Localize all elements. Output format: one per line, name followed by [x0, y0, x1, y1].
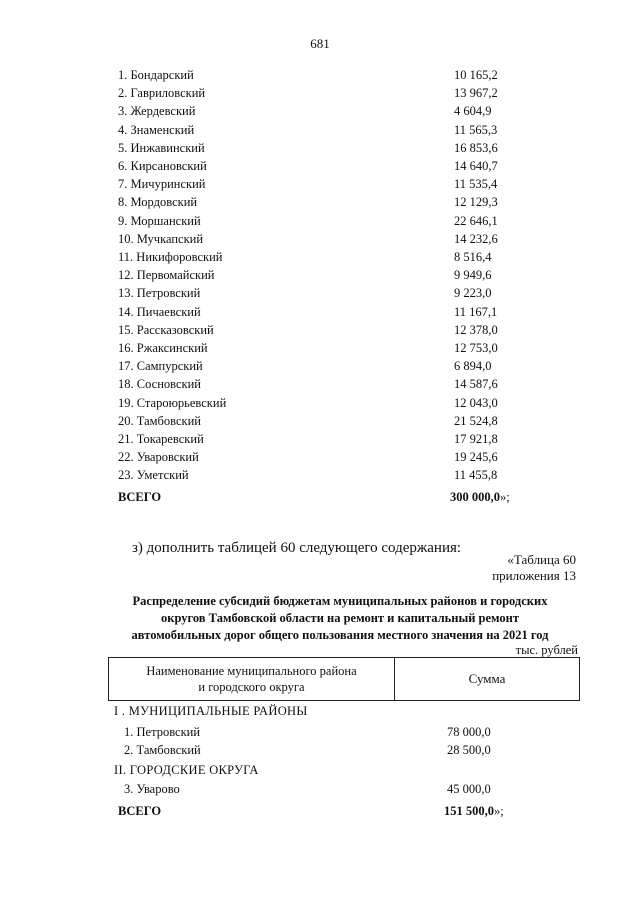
district-value: 14 232,6 [454, 231, 498, 246]
district-name: 11. Никифоровский [118, 250, 223, 264]
district-name: 21. Токаревский [118, 432, 204, 446]
district-row [118, 414, 538, 432]
district-value: 9 949,6 [454, 268, 492, 283]
section-city-districts: II. ГОРОДСКИЕ ОКРУГА [114, 763, 259, 777]
district-total-value: 300 000,0»; [450, 490, 510, 504]
district-value: 11 455,8 [454, 468, 498, 483]
district-value: 4 604,9 [454, 104, 492, 119]
district-name: 9. Моршанский [118, 213, 201, 228]
table-total-value: 151 500,0»; [444, 804, 504, 818]
district-value: 11 565,3 [454, 122, 498, 137]
amendment-paragraph: з) дополнить таблицей 60 следующего содержания: [132, 540, 462, 556]
district-name: 1. Бондарский [118, 68, 194, 82]
district-name: 6. Кирсановский [118, 159, 207, 173]
district-value: 12 043,0 [454, 395, 498, 410]
table-title: Распределение субсидий бюджетам муниципальных районов и городских округов Тамбовской области на ремонт и капитальный ремонт автомобильных дорог общего пользования местного значения на 2021 год [131, 594, 549, 642]
district-name: 20. Тамбовский [118, 413, 201, 428]
district-name: 10. Мучкапский [118, 231, 204, 246]
district-name: 14. Пичаевский [118, 304, 201, 319]
district-row [118, 323, 538, 341]
district-value: 17 921,8 [454, 432, 498, 446]
table-row-value: 28 500,0 [447, 743, 491, 757]
district-value: 8 516,4 [454, 250, 492, 264]
district-row [118, 177, 538, 195]
district-list-total [118, 490, 548, 505]
table-caption-line1: «Таблица 60 [507, 552, 576, 567]
district-row [118, 268, 538, 286]
district-row [118, 141, 538, 159]
district-row [118, 86, 538, 104]
district-value: 11 535,4 [454, 177, 498, 192]
district-name: 22. Уваровский [118, 450, 199, 465]
district-row [118, 359, 538, 377]
district-value: 13 967,2 [454, 86, 498, 101]
district-row [118, 286, 538, 304]
district-name: 5. Инжавинский [118, 140, 205, 155]
district-row [118, 195, 538, 213]
district-value: 11 167,1 [454, 304, 498, 319]
district-row [118, 450, 538, 468]
district-name: 12. Первомайский [118, 268, 215, 283]
district-row [118, 341, 538, 359]
district-row [118, 123, 538, 141]
district-row [118, 214, 538, 232]
district-name: 15. Рассказовский [118, 322, 214, 337]
district-name: 23. Уметский [118, 468, 189, 483]
page-number: 681 [310, 36, 330, 51]
header-sum-column: Сумма [468, 671, 506, 686]
district-value: 19 245,6 [454, 450, 498, 465]
table-row-value: 78 000,0 [447, 725, 491, 739]
district-row [118, 468, 538, 486]
district-row [118, 432, 538, 450]
table-header [108, 657, 580, 701]
district-value: 12 378,0 [454, 322, 498, 337]
district-name: 17. Сампурский [118, 359, 203, 374]
district-value: 14 587,6 [454, 377, 498, 392]
table-caption-line2: приложения 13 [492, 568, 576, 583]
district-name: 13. Петровский [118, 286, 201, 301]
district-value: 12 129,3 [454, 195, 498, 210]
district-row [118, 396, 538, 414]
district-name: 18. Сосновский [118, 377, 201, 392]
table-row-name: 1. Петровский [124, 725, 201, 739]
units-label: тыс. рублей [515, 643, 578, 657]
district-value: 21 524,8 [454, 413, 498, 428]
district-name: 19. Староюрьевский [118, 395, 227, 410]
table-row-value: 45 000,0 [447, 782, 491, 796]
district-total-label: ВСЕГО [118, 490, 162, 504]
district-row [118, 377, 538, 395]
table-total-label: ВСЕГО [118, 804, 162, 818]
district-name: 2. Гавриловский [118, 86, 206, 101]
district-row [118, 250, 538, 268]
district-name: 16. Ржаксинский [118, 341, 208, 355]
district-row [118, 232, 538, 250]
district-value: 16 853,6 [454, 140, 498, 155]
district-name: 3. Жердевский [118, 104, 196, 119]
district-row [118, 68, 538, 86]
table-caption [492, 552, 576, 584]
district-value: 12 753,0 [454, 341, 498, 355]
district-value: 22 646,1 [454, 213, 498, 228]
district-row [118, 305, 538, 323]
district-value: 9 223,0 [454, 286, 492, 301]
district-name: 7. Мичуринский [118, 177, 206, 192]
district-name: 4. Знаменский [118, 122, 195, 137]
header-name-column: Наименование муниципального района и городского округа [109, 658, 395, 700]
district-name: 8. Мордовский [118, 195, 198, 210]
district-value: 6 894,0 [454, 359, 492, 374]
district-value: 10 165,2 [454, 68, 498, 82]
district-value: 14 640,7 [454, 159, 498, 173]
district-row [118, 159, 538, 177]
table-row-name: 2. Тамбовский [124, 743, 201, 757]
district-row [118, 104, 538, 122]
table-row-name: 3. Уварово [124, 782, 180, 796]
section-municipal-districts: I . МУНИЦИПАЛЬНЫЕ РАЙОНЫ [114, 704, 308, 718]
